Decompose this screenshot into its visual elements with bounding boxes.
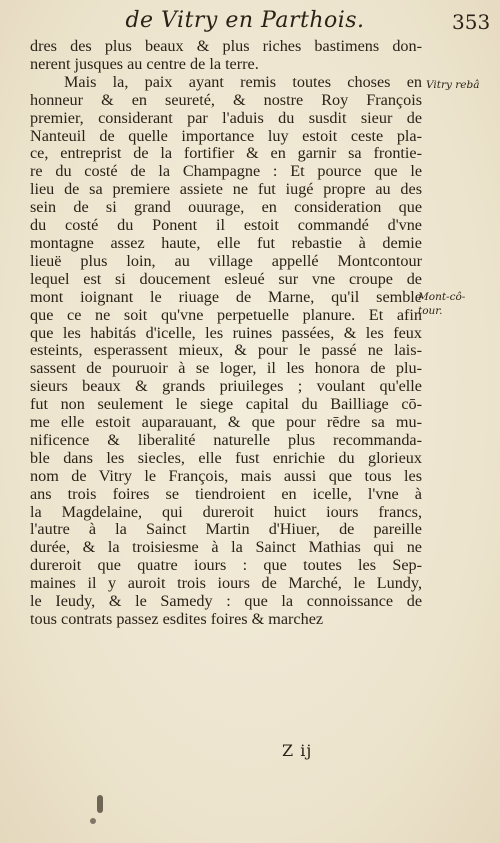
text-line: le Ieudy, & le Samedy : que la connoissance de: [30, 593, 422, 611]
text-line: honneur & en seureté, & nostre Roy François: [30, 91, 422, 109]
text-line: lieu de sa premiere assiete ne fut iugé propre au des: [30, 181, 422, 199]
text-line: nom de Vitry le François, mais aussi que tous les: [30, 467, 422, 485]
text-line: ce, entreprist de la fortifier & en garnir sa frontie-: [30, 145, 422, 163]
text-line: sassent de pouruoir à se loger, il les honora de plu-: [30, 360, 422, 378]
text-line: dureroit que quatre iours : que toutes les Sep-: [30, 557, 422, 575]
text-line: sein de si grand ouurage, en consideration que: [30, 199, 422, 217]
text-line: ans trois foires se tiendroient en icelle, l'vne à: [30, 485, 422, 503]
text-line: premier, considerant par l'aduis du susdit sieur de: [30, 109, 422, 127]
body-text: [30, 38, 422, 629]
text-line: esteints, esperassent mieux, & pour le passé ne lais-: [30, 342, 422, 360]
text-line: tous contrats passez esdites foires & marchez: [30, 611, 324, 628]
page-number: 353: [452, 10, 491, 34]
text-line: durée, & la troisiesme à la Sainct Mathias qui ne: [30, 539, 422, 557]
text-line: montagne assez haute, elle fut rebastie à demie: [30, 234, 422, 252]
text-line: me elle estoit auparauant, & que pour rēdre sa mu-: [30, 414, 422, 432]
text-line: re du costé de la Champagne : Et pource que le: [30, 163, 422, 181]
text-line: la Magdelaine, qui dureroit huict iours francs,: [30, 503, 422, 521]
text-line: l'autre à la Sainct Martin d'Hiuer, de pareille: [30, 521, 422, 539]
margin-note-montcontour: Mont-cô-: [418, 291, 466, 303]
text-line: maines il y auroit trois iours de Marché, le Lundy,: [30, 575, 422, 593]
running-title: de Vitry en Parthois.: [125, 8, 365, 33]
margin-note-montcontour-cont: tour.: [418, 305, 443, 317]
signature-mark: Z ij: [282, 741, 313, 760]
text-line: fut non seulement le siege capital du Bailliage cō-: [30, 396, 422, 414]
text-line: que les habitás d'icelle, les ruines passées, & les feux: [30, 324, 422, 342]
text-line: Nanteuil de quelle importance luy estoit ceste pla-: [30, 127, 422, 145]
ink-smudge: [97, 795, 103, 813]
text-line: nerent jusques au centre de la terre.: [30, 55, 259, 73]
text-line: que ce ne soit qu'vne perpetuelle planure. Et afin: [30, 306, 422, 324]
text-line: lequel est si doucement esleué sur vne croupe de: [30, 270, 422, 288]
text-line: mont ioignant le riuage de Marne, qu'il semble: [30, 288, 422, 306]
text-line: nificence & liberalité naturelle plus recommanda-: [30, 431, 422, 449]
text-line: ble dans les siecles, elle fust enrichie du glorieux: [30, 449, 422, 467]
text-line: dres des plus beaux & plus riches bastimens don-: [30, 38, 422, 55]
text-line: lieuë plus loin, au village appellé Montcontour: [30, 252, 422, 270]
ink-smudge: [90, 818, 96, 824]
text-line: du costé du Ponent il estoit commandé d'vne: [30, 217, 422, 235]
text-line: Mais la, paix ayant remis toutes choses en: [64, 73, 422, 91]
text-line: sieurs beaux & grands priuileges ; voulant qu'elle: [30, 378, 422, 396]
margin-note-vitry: Vitry rebâ: [426, 79, 480, 91]
